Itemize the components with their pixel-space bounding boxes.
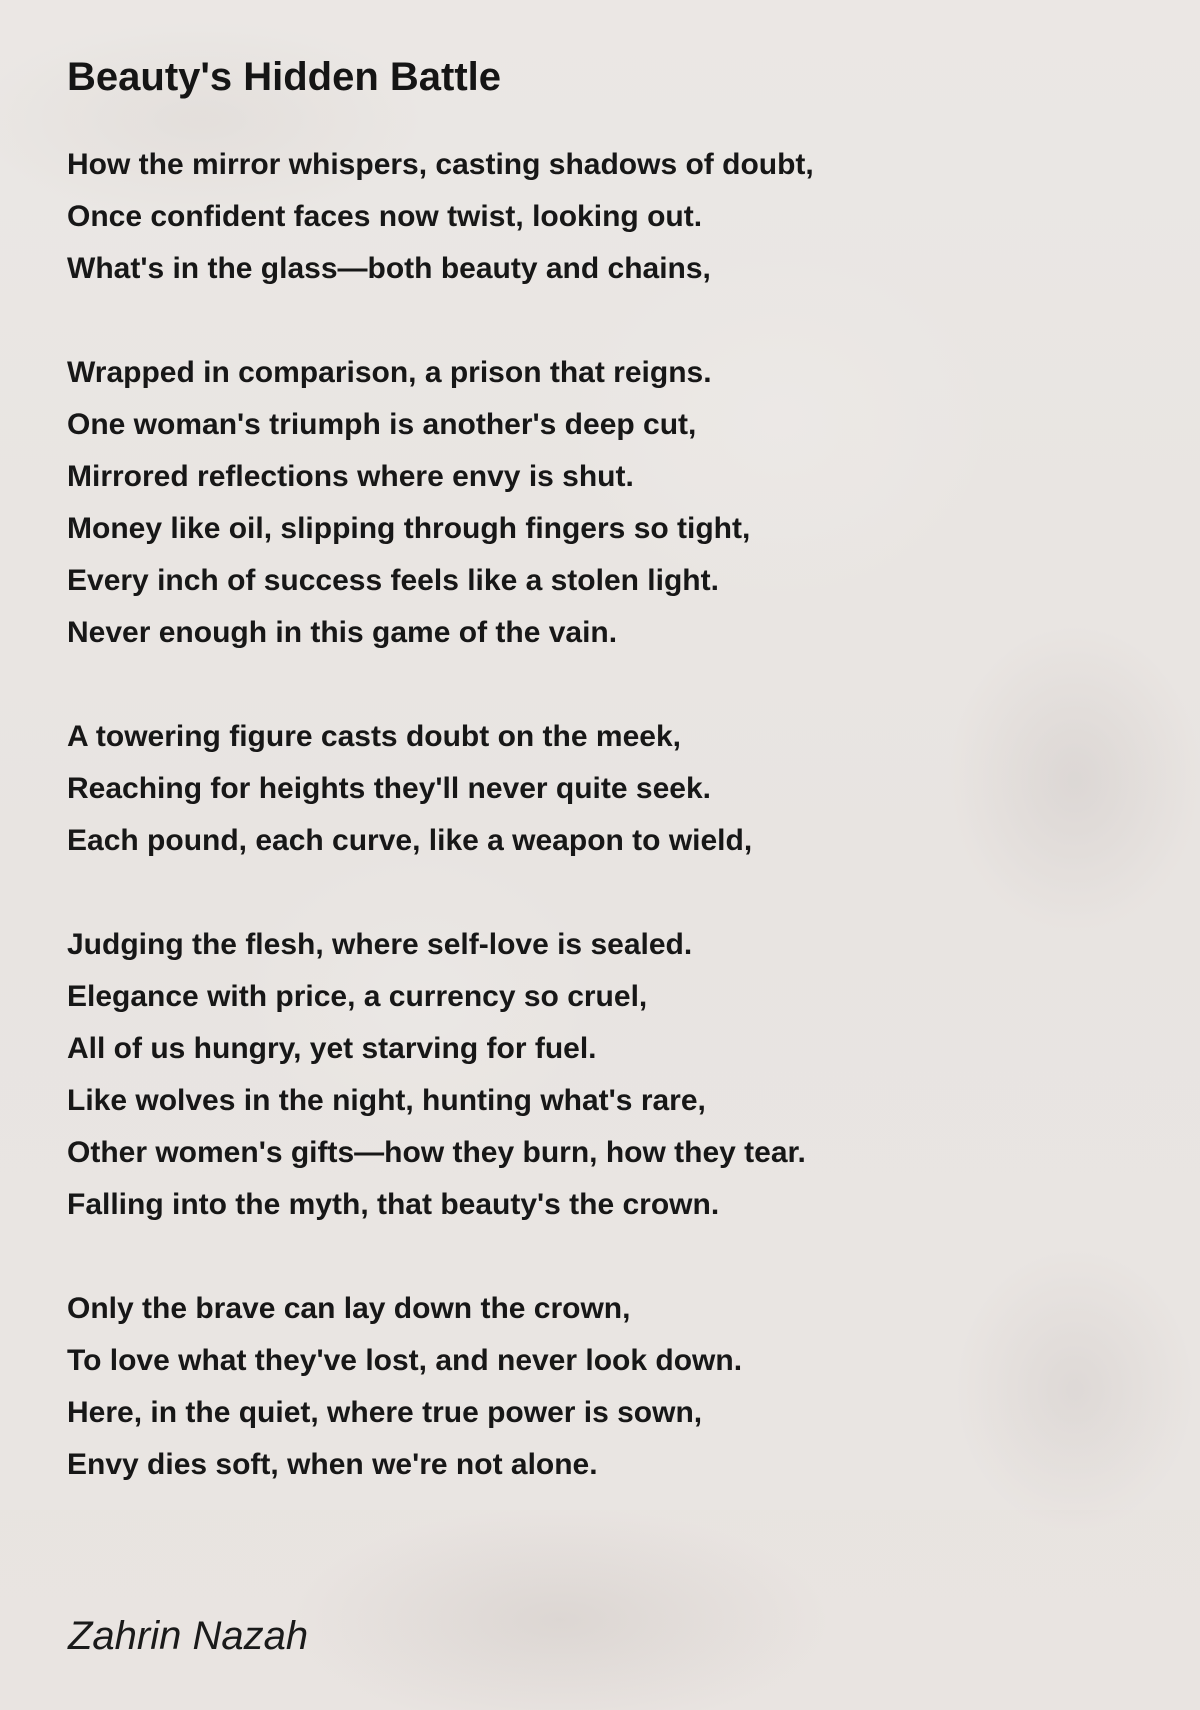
poem-line: Here, in the quiet, where true power is sown, (67, 1396, 703, 1429)
poem-title: Beauty's Hidden Battle (67, 55, 502, 99)
poem-line: Reaching for heights they'll never quite seek. (67, 772, 711, 805)
stanza-5 (67, 1283, 1127, 1491)
poem-author: Zahrin Nazah (68, 1614, 309, 1658)
poem-line: Elegance with price, a currency so cruel, (67, 980, 648, 1013)
stanza-1 (67, 139, 1127, 295)
poem-line: Only the brave can lay down the crown, (67, 1292, 631, 1325)
poem-line: Each pound, each curve, like a weapon to wield, (67, 824, 753, 857)
poem-line: Like wolves in the night, hunting what's rare, (67, 1084, 706, 1117)
poem-line: What's in the glass—both beauty and chains, (67, 252, 711, 285)
poem-line: Wrapped in comparison, a prison that reigns. (67, 356, 712, 389)
poem-line: A towering figure casts doubt on the meek, (67, 720, 681, 753)
poem-line: Money like oil, slipping through fingers so tight, (67, 512, 751, 545)
poem-line: One woman's triumph is another's deep cut, (67, 408, 697, 441)
poem-line: Other women's gifts—how they burn, how they tear. (67, 1136, 806, 1169)
poem-line: Every inch of success feels like a stolen light. (67, 564, 719, 597)
poem-line: Once confident faces now twist, looking out. (67, 200, 703, 233)
poem-line: How the mirror whispers, casting shadows of doubt, (67, 148, 814, 181)
poem-line: Never enough in this game of the vain. (67, 616, 618, 649)
poem-line: Envy dies soft, when we're not alone. (67, 1448, 598, 1481)
poem-line: Judging the flesh, where self-love is sealed. (67, 928, 693, 961)
poem-line: To love what they've lost, and never look down. (67, 1344, 743, 1377)
poem-body (67, 139, 1127, 1491)
stanza-3 (67, 711, 1127, 867)
stanza-2 (67, 347, 1127, 659)
poem (67, 44, 1127, 1491)
poem-line: Falling into the myth, that beauty's the crown. (67, 1188, 720, 1221)
poem-line: Mirrored reflections where envy is shut. (67, 460, 634, 493)
poem-line: All of us hungry, yet starving for fuel. (67, 1032, 597, 1065)
stanza-4 (67, 919, 1127, 1231)
